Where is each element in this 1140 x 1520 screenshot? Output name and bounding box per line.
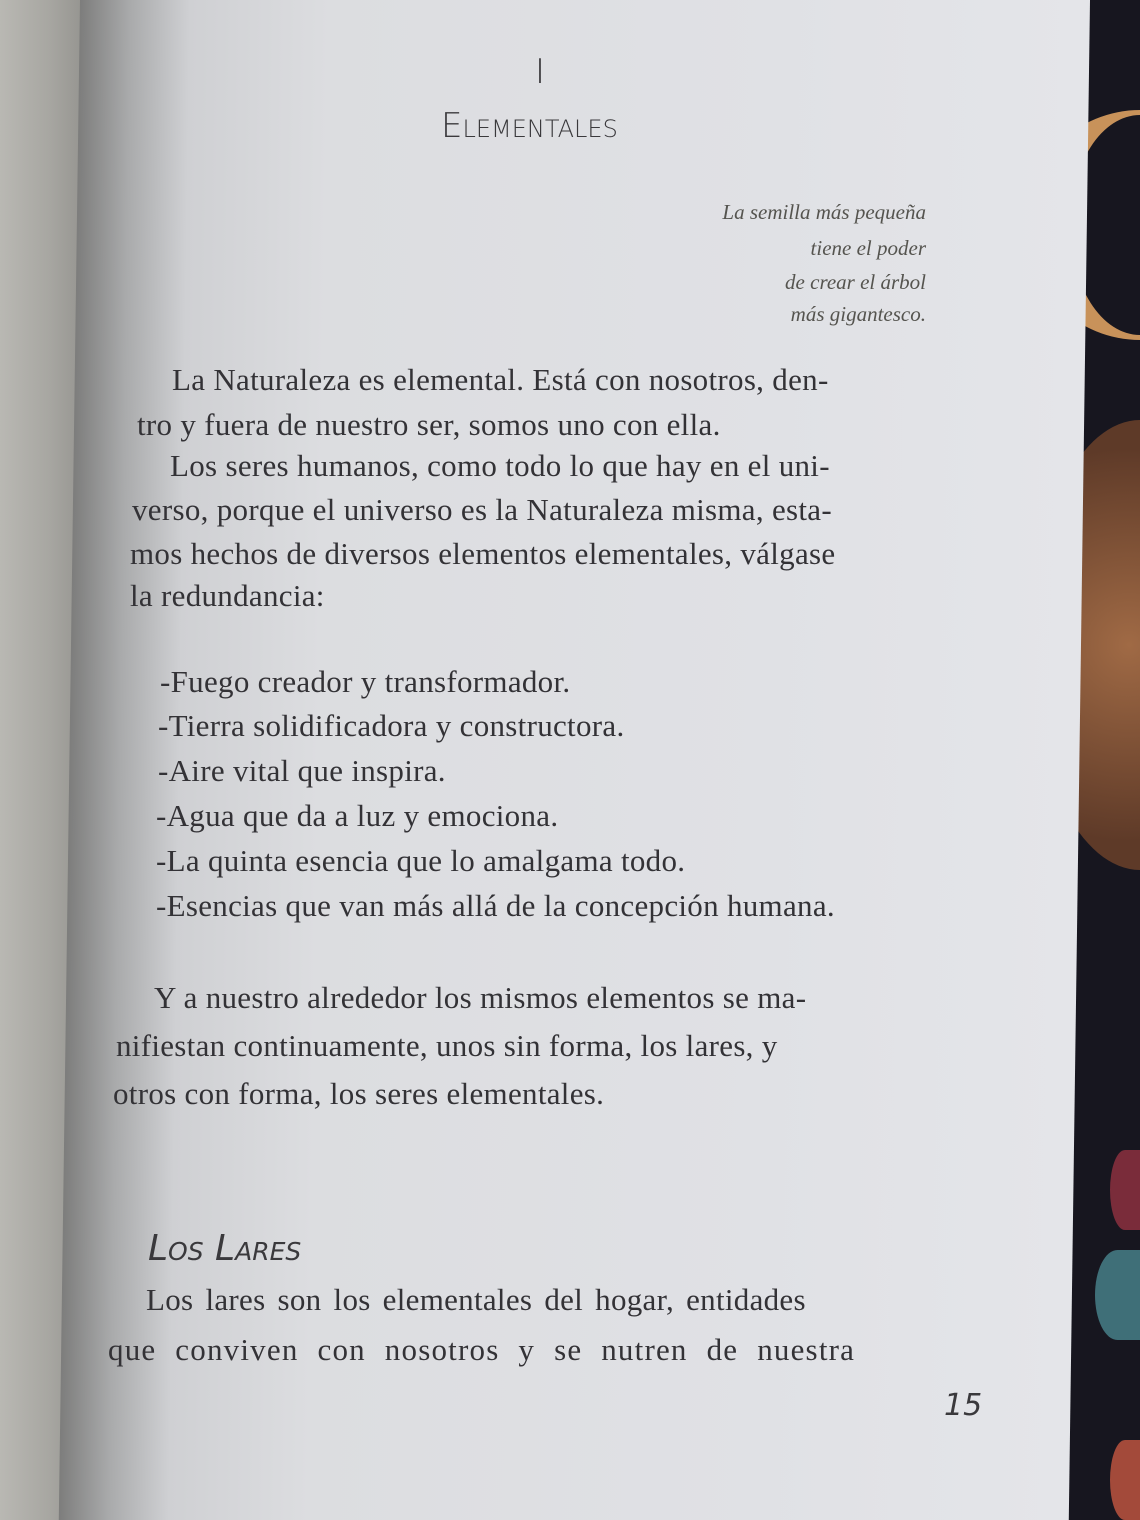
epigraph-line: La semilla más pequeña [722, 200, 926, 224]
text-line: La Naturaleza es elemental. Está con nosotros, den- [172, 362, 829, 397]
text-line: Y a nuestro alrededor los mismos elementos se ma- [154, 980, 807, 1015]
page-number: 15 [944, 1388, 983, 1423]
text-line: la redundancia: [130, 578, 325, 613]
chapter-title: Elementales [441, 106, 618, 146]
text-line: tro y fuera de nuestro ser, somos uno con ella. [137, 407, 721, 442]
list-item: -La quinta esencia que lo amalgama todo. [156, 843, 686, 878]
list-item: -Fuego creador y transformador. [160, 664, 571, 699]
text-line: nifiestan continuamente, unos sin forma, los lares, y [116, 1028, 778, 1063]
list-item: -Tierra solidificadora y constructora. [158, 708, 625, 743]
epigraph-line: de crear el árbol [785, 270, 926, 294]
text-line: Los lares son los elementales del hogar, entidades [146, 1282, 806, 1317]
flower-illustration [1110, 1150, 1140, 1230]
text-line: Los seres humanos, como todo lo que hay en el uni- [170, 448, 830, 483]
list-item: -Aire vital que inspira. [158, 753, 446, 788]
epigraph-line: más gigantesco. [790, 302, 926, 326]
text-line: verso, porque el universo es la Naturaleza misma, esta- [132, 492, 832, 527]
chapter-number: I [535, 52, 546, 92]
list-item: -Esencias que van más allá de la concepción humana. [156, 888, 835, 923]
epigraph-line: tiene el poder [810, 236, 926, 260]
text-line: que conviven con nosotros y se nutren de nuestra [108, 1332, 856, 1367]
text-line: otros con forma, los seres elementales. [113, 1076, 605, 1111]
section-title: Los Lares [148, 1228, 302, 1269]
list-item: -Agua que da a luz y emociona. [156, 798, 559, 833]
leaf-illustration [1095, 1250, 1140, 1340]
flower-illustration [1110, 1440, 1140, 1520]
text-line: mos hechos de diversos elementos elementales, válgase [130, 536, 836, 571]
